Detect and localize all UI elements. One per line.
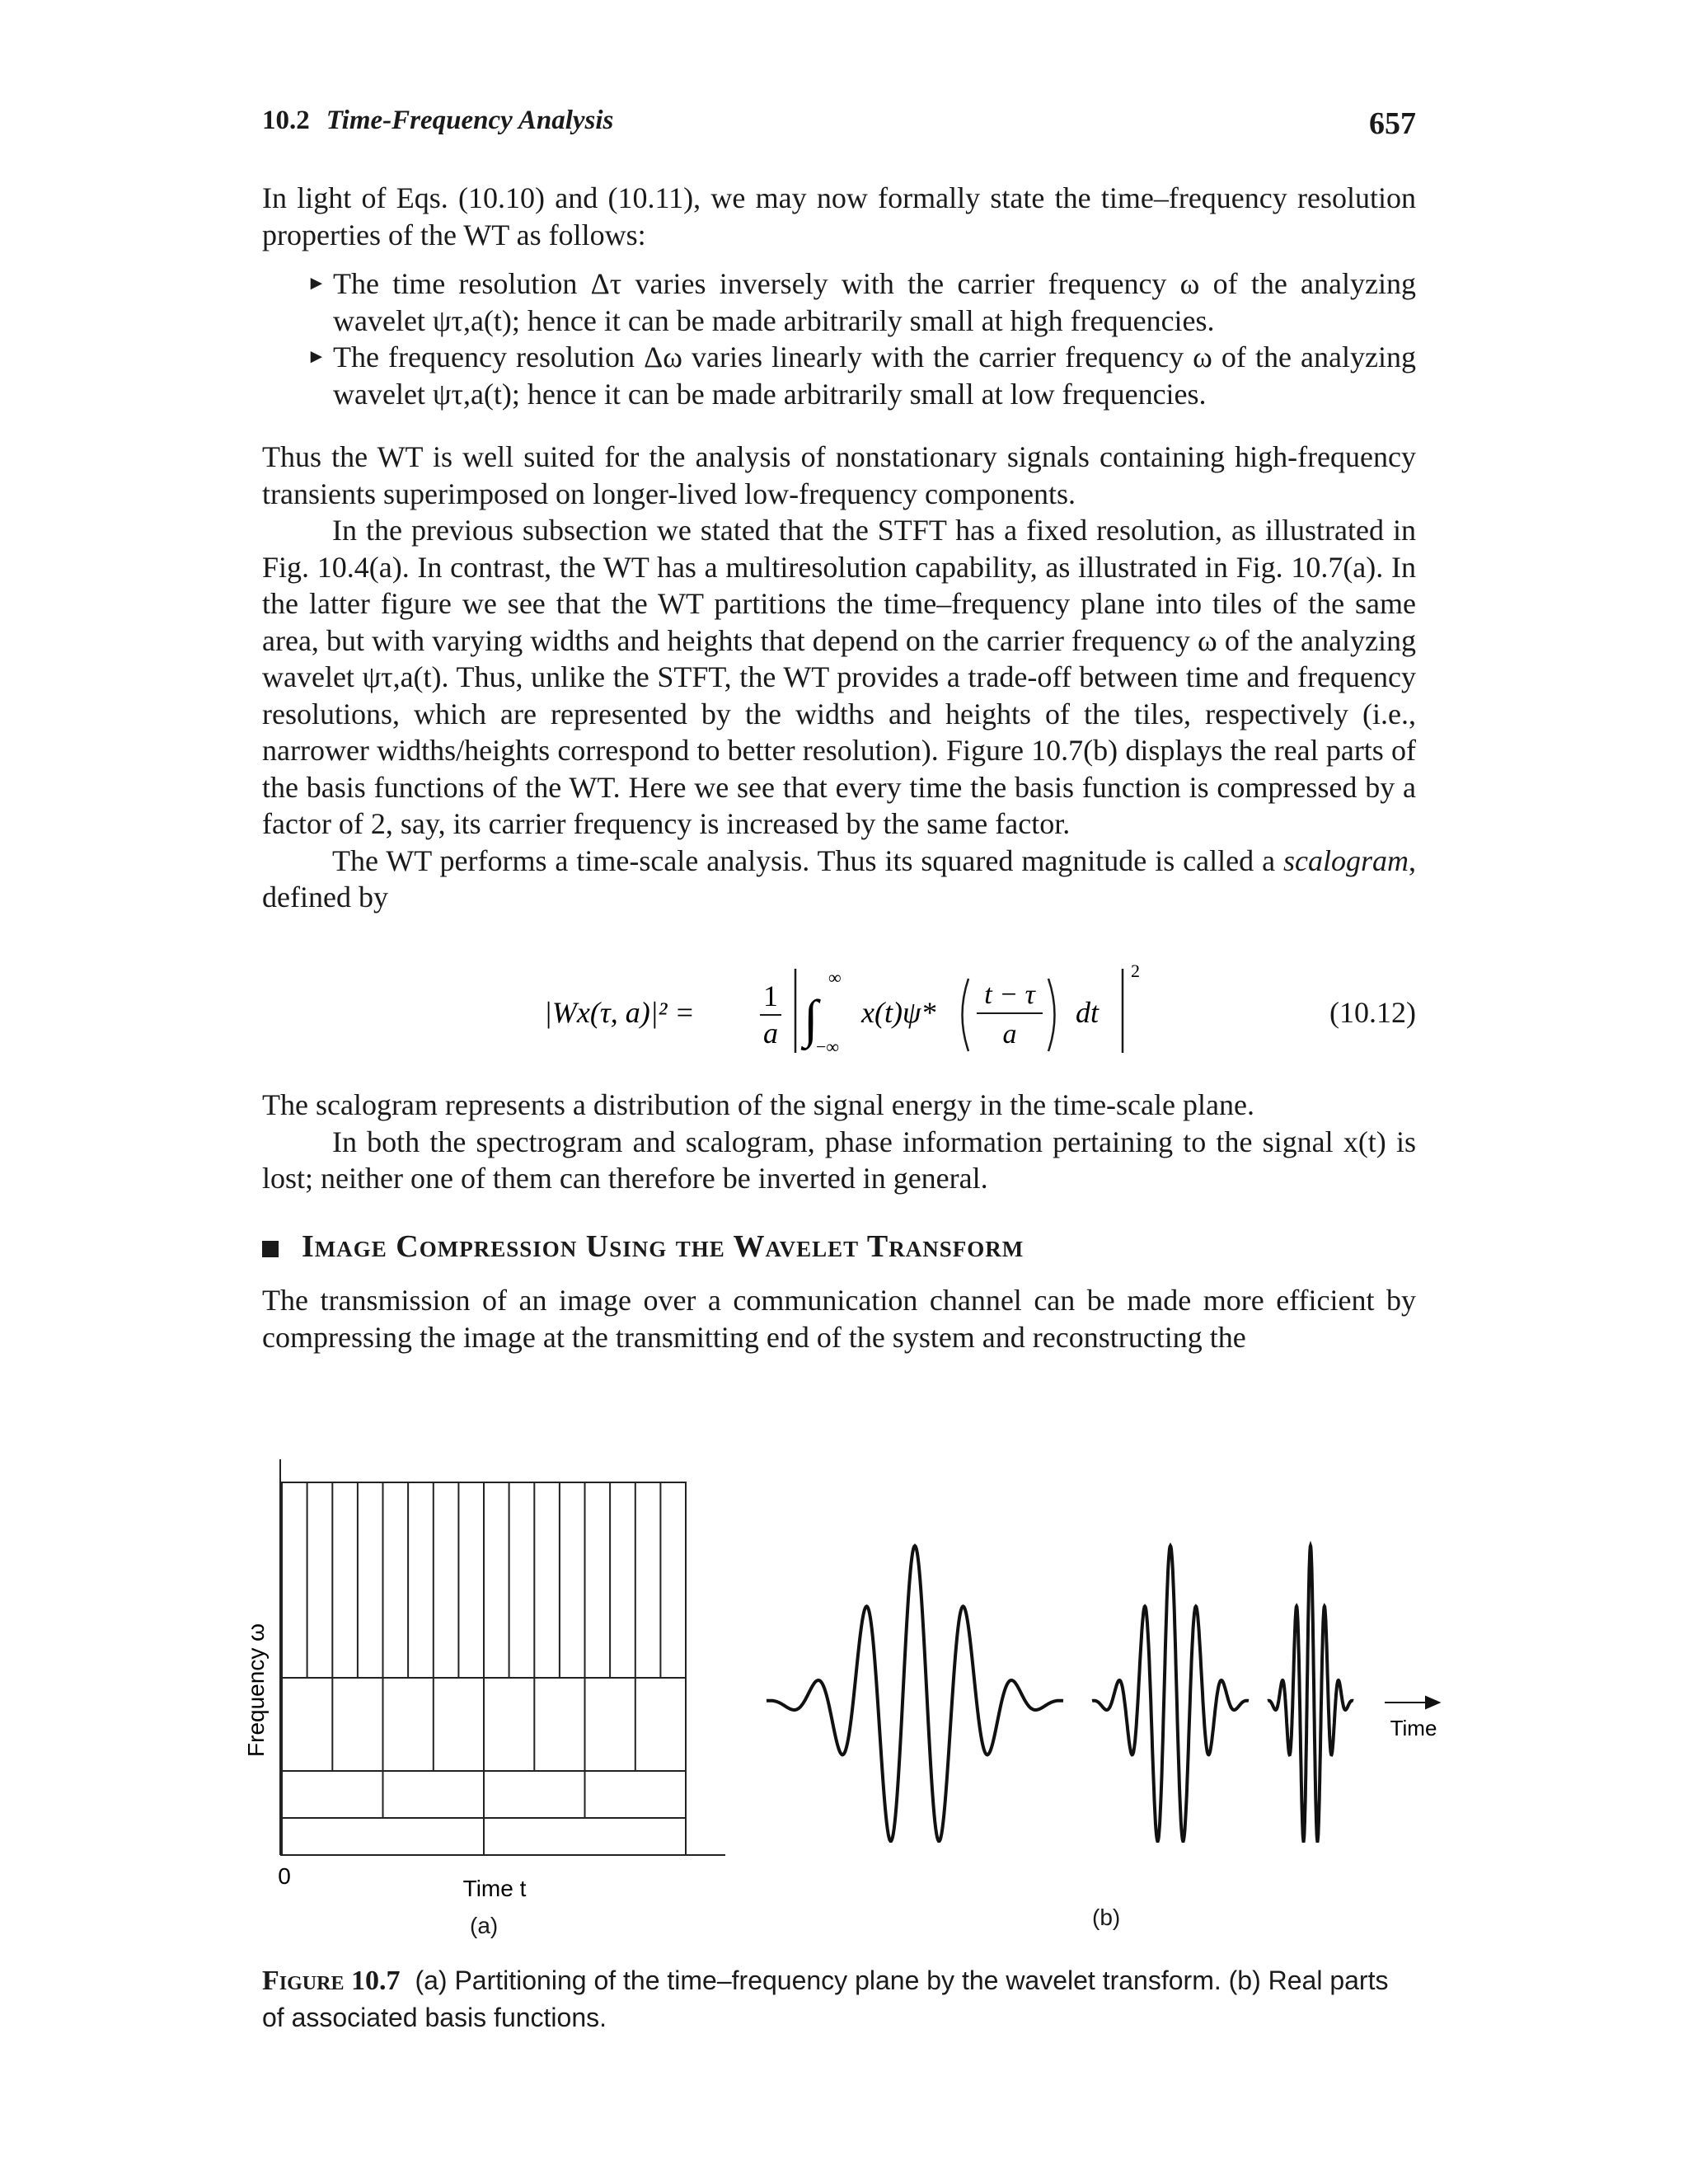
frequency-axis-label: Frequency ω [243, 1623, 269, 1757]
intro-paragraph [262, 180, 1416, 253]
integral-upper-limit: ∞ [828, 967, 842, 988]
equation-graphic [544, 960, 1170, 1059]
figure-b [742, 1533, 1451, 1930]
paragraph-represents: The scalogram represents a distribution of the signal energy in the time-scale plane. [262, 1088, 1254, 1121]
integral-lower-limit: −∞ [816, 1036, 840, 1057]
intro-text: In light of Eqs. (10.10) and (10.11), we may now formally state the time–frequency resolution properties of the WT as follows: [262, 181, 1416, 251]
section-title: Time-Frequency Analysis [326, 106, 614, 135]
paragraph-transmission: The transmission of an image over a communication channel can be made more efficient by compressing the image at the transmitting end of the system and reconstructing the [262, 1284, 1416, 1354]
fraction-denominator: a [763, 1017, 778, 1050]
fraction-numerator: 1 [763, 979, 778, 1012]
figure-caption [262, 1962, 1416, 2036]
differential: dt [1076, 996, 1100, 1029]
paren-right [1048, 979, 1055, 1051]
time-arrow-label: Time [1390, 1716, 1437, 1740]
bullet-item [307, 339, 1416, 412]
figure-caption-label: Figure 10.7 [262, 1966, 401, 1996]
paragraph-thus: Thus the WT is well suited for the analysis of nonstationary signals containing high-frequency transients superimposed on longer-lived low-frequency components. [262, 440, 1416, 510]
section-heading [262, 1228, 1416, 1265]
equation-number: (10.12) [1329, 996, 1416, 1029]
wavelet-basis-plot [742, 1533, 1451, 1896]
time-axis-label: Time t [462, 1876, 527, 1901]
section-heading-text: Image Compression Using the Wavelet Transform [302, 1229, 1025, 1264]
main-paragraphs [262, 439, 1416, 916]
triangle-bullet-icon: ► [307, 273, 326, 294]
bullet-text: The frequency resolution Δω varies linearly with the carrier frequency ω of the analyzing wavelet ψτ,a(t); hence it can be made arbitrarily small at low frequencies. [333, 341, 1416, 411]
triangle-bullet-icon: ► [307, 346, 326, 368]
transmission-paragraph [262, 1282, 1416, 1355]
section-number: 10.2 [262, 106, 310, 135]
page-number: 657 [1369, 106, 1416, 141]
inner-numerator: t − τ [984, 979, 1035, 1010]
integrand: x(t)ψ* [861, 996, 936, 1029]
post-equation-paragraphs [262, 1087, 1416, 1197]
section-label [262, 106, 613, 136]
figure-a-sublabel: (a) [470, 1913, 499, 1938]
inner-denominator: a [1002, 1019, 1017, 1050]
wavelet-scale-3 [1268, 1546, 1353, 1841]
paragraph-phase: In both the spectrogram and scalogram, phase information pertaining to the signal x(t) is lost; neither one of them can therefore be inverted in general. [262, 1125, 1416, 1195]
paragraph-scalogram: The WT performs a time-scale analysis. Thus its squared magnitude is called a scalogram, defined by [262, 843, 1416, 914]
equation-10-12 [544, 960, 1416, 1059]
origin-label: 0 [278, 1863, 291, 1889]
exponent: 2 [1131, 960, 1140, 981]
bullet-list [307, 265, 1416, 412]
figure-b-sublabel: (b) [1092, 1905, 1121, 1930]
running-header [262, 106, 1416, 155]
paren-left [963, 979, 969, 1051]
wavelet-scale-1 [767, 1546, 1063, 1841]
scalogram-term: scalogram [1283, 843, 1409, 877]
bullet-item [307, 265, 1416, 339]
tiling-diagram [231, 1443, 742, 1921]
integral-sign: ∫ [804, 989, 818, 1048]
time-arrow-head-icon [1426, 1697, 1439, 1708]
equation-lhs: |Wx(τ, a)|² = [544, 996, 695, 1029]
figure-caption-text: (a) Partitioning of the time–frequency plane by the wavelet transform. (b) Real parts of associated basis functions. [262, 1966, 1389, 2032]
square-bullet-icon [262, 1241, 279, 1257]
paragraph-previous: In the previous subsection we stated that the STFT has a fixed resolution, as illustrated in Fig. 10.4(a). In contrast, the WT has a multiresolution capability, as illustrated in Fig. 10.7(a). In the latter figure we see that the WT partitions the time–frequency plane into tiles of the same area, but with varying widths and heights that depend on the carrier frequency ω of the analyzing wavelet ψτ,a(t). Thus, unlike the STFT, the WT provides a trade-off between time and frequency resolutions, which are represented by the widths and heights of the tiles, respectively (i.e., narrower widths/heights correspond to better resolution). Figure 10.7(b) displays the real parts of the basis functions of the WT. Here we see that every time the basis function is compressed by a factor of 2, say, its carrier frequency is increased by the same factor. [262, 514, 1416, 840]
wavelet-scale-2 [1092, 1546, 1249, 1841]
bullet-text: The time resolution Δτ varies inversely with the carrier frequency ω of the analyzing wavelet ψτ,a(t); hence it can be made arbitrarily small at high frequencies. [333, 267, 1416, 337]
figure-a [231, 1443, 742, 1938]
